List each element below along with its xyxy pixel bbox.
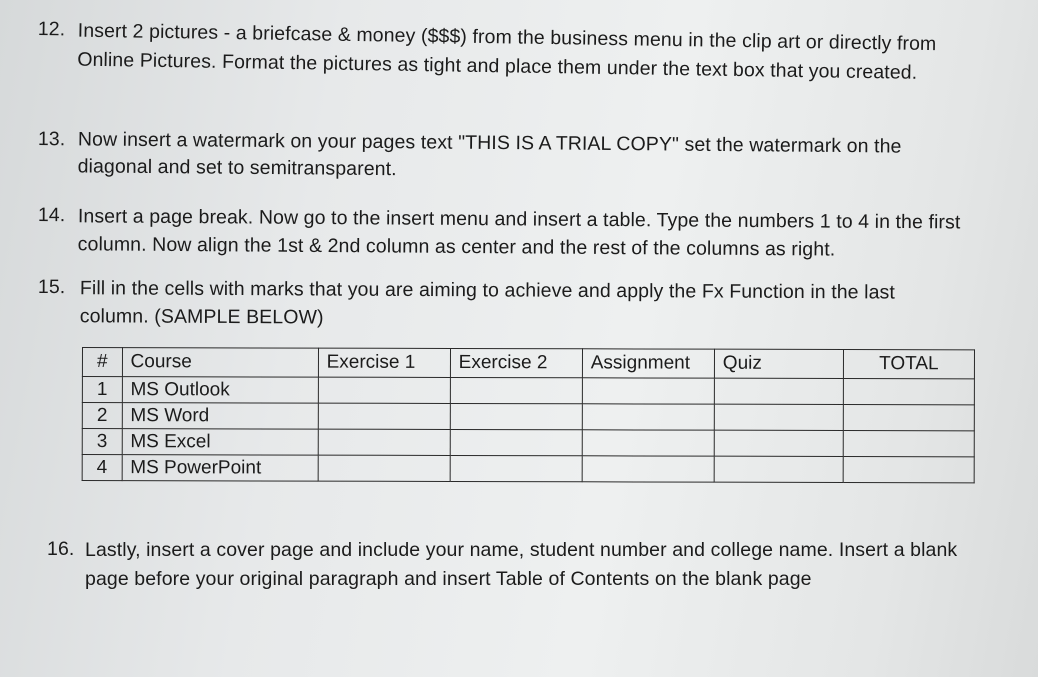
instruction-number: 16. xyxy=(47,538,75,560)
instruction-16 xyxy=(47,536,977,594)
cell-quiz xyxy=(714,456,843,482)
instruction-15 xyxy=(38,274,968,335)
cell-assignment xyxy=(582,404,714,430)
sample-marks-table xyxy=(82,347,975,483)
instruction-12 xyxy=(37,16,968,89)
cell-exercise-2 xyxy=(450,429,582,455)
header-exercise-1: Exercise 1 xyxy=(318,348,450,377)
instruction-13 xyxy=(38,126,968,188)
cell-exercise-1 xyxy=(318,403,450,429)
cell-total xyxy=(843,378,974,404)
row-number: 4 xyxy=(82,455,122,481)
row-number: 1 xyxy=(82,377,122,403)
row-course: MS Word xyxy=(122,403,318,430)
row-number: 3 xyxy=(82,429,122,455)
cell-exercise-2 xyxy=(450,455,582,481)
row-course: MS Outlook xyxy=(122,377,318,404)
instruction-number: 12. xyxy=(37,17,66,41)
instruction-14 xyxy=(38,202,978,265)
cell-exercise-1 xyxy=(318,429,450,455)
cell-total xyxy=(843,430,974,456)
cell-assignment xyxy=(582,430,714,456)
table-row xyxy=(82,377,974,405)
header-quiz: Quiz xyxy=(714,349,843,378)
cell-quiz xyxy=(714,378,843,404)
cell-assignment xyxy=(582,378,714,404)
instruction-number: 14. xyxy=(37,203,66,227)
cell-assignment xyxy=(582,456,714,482)
instruction-number: 15. xyxy=(37,275,66,299)
cell-exercise-1 xyxy=(318,377,450,403)
cell-quiz xyxy=(714,430,843,456)
cell-exercise-2 xyxy=(450,377,582,403)
table-header-row xyxy=(82,348,974,379)
header-total: TOTAL xyxy=(843,349,974,378)
cell-total xyxy=(843,404,974,430)
header-assignment: Assignment xyxy=(582,349,714,378)
header-exercise-2: Exercise 2 xyxy=(450,348,582,377)
instruction-number: 13. xyxy=(37,127,66,151)
cell-exercise-1 xyxy=(318,455,450,481)
row-number: 2 xyxy=(82,403,122,429)
row-course: MS Excel xyxy=(122,429,318,456)
cell-exercise-2 xyxy=(450,403,582,429)
cell-quiz xyxy=(714,404,843,430)
row-course: MS PowerPoint xyxy=(122,455,318,482)
header-number: # xyxy=(82,348,122,377)
header-course: Course xyxy=(122,348,318,378)
instruction-text: Now insert a watermark on your pages text "THIS IS A TRIAL COPY" set the watermark on the diagonal and set to semitransparent. xyxy=(77,128,902,181)
table-row xyxy=(82,429,974,457)
table-row xyxy=(82,455,974,483)
instruction-text: Fill in the cells with marks that you are aiming to achieve and apply the Fx Function in the last column. (SAMPLE BELOW) xyxy=(79,277,895,329)
instruction-text: Insert 2 pictures - a briefcase & money ($$$) from the business menu in the clip art or directly from Online Pictures. Format the pictures as tight and place them under the text box that you created. xyxy=(77,19,937,84)
instruction-text: Lastly, insert a cover page and include your name, student number and college name. Insert a blank page before your original paragraph and insert Table of Contents on the blank page xyxy=(85,539,958,590)
instruction-text: Insert a page break. Now go to the insert menu and insert a table. Type the numbers 1 to 4 in the first column. Now align the 1st & 2nd column as center and the rest of the columns as right. xyxy=(77,205,961,261)
table-row xyxy=(82,403,974,431)
cell-total xyxy=(843,456,974,482)
